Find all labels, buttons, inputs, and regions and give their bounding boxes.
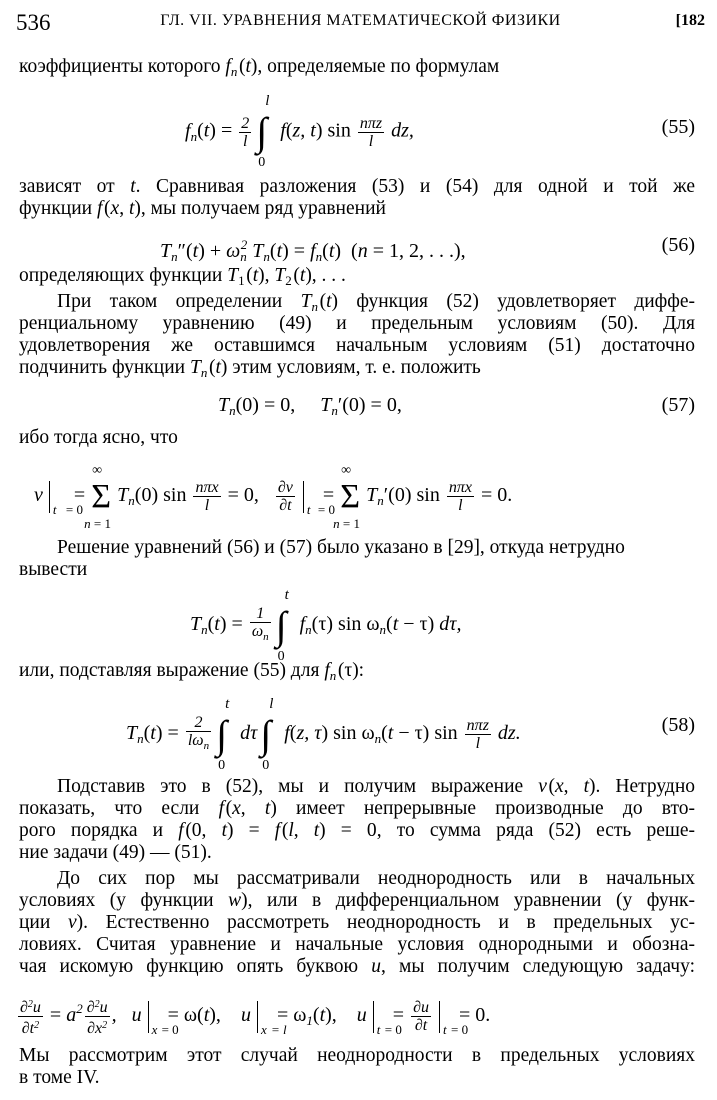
formula-57: $T_n(0) = 0$, $T_n'(0) = 0$,	[218, 394, 402, 418]
paragraph-line: условиях (у функции w), или в дифференциальном уравнении (у функ-	[19, 890, 696, 911]
running-header	[16, 10, 705, 44]
equation-number-57: (57)	[661, 394, 695, 416]
paragraph-line: Подставив это в (52), мы и получим выражение v (x, t). Нетрудно	[57, 776, 696, 797]
paragraph-line: чая искомую функцию опять буквою u, мы получим следующую задачу:	[19, 956, 696, 977]
formula-boundary-problem: $\frac{\partial^2u}{\partial t^2}$ = $a^2$ $\frac{\partial^2u}{\partial x^2}$ , u x = 0 = ω(t), u x = l = $\omega_1(t)$, u t = 0 = $\frac{\partial u}{\partial t}$ t = 0 = 0.	[16, 996, 490, 1037]
paragraph-line: ции v). Естественно рассмотреть неоднородность и в предельных ус-	[19, 912, 696, 933]
paragraph-line: функции f (x, t), мы получаем ряд уравнений	[19, 198, 386, 219]
formula-series-conditions: v t = 0 = Σ ∞ n = 1 $T_n(0)$ sin $\frac{\text{nπx}}{l}$ = 0, $\frac{\partial v}{\partial t}$ t = 0 = Σ ∞ n = 1 $T_n'(0)$ sin $\frac{\text{nπx}}{l}$ = 0.	[34, 462, 513, 531]
paragraph-line: коэффициенты которого $f_n$ (t), определяемые по формулам	[19, 56, 500, 79]
equation-number-56: (56)	[661, 234, 695, 256]
paragraph-line: показать, что если f (x, t) имеет непрерывные производные до вто-	[19, 798, 696, 819]
paragraph-line: ловиях. Считая уравнение и начальные условия однородными и обозна-	[19, 934, 695, 955]
equation-number-55: (55)	[661, 116, 695, 138]
equation-number-58: (58)	[661, 714, 695, 736]
formula-58: $T_n(t)$ = $\frac{2}{l\omega_n}$ ∫ t 0 dτ∫ l 0 f(z, τ) $\sin \omega_n(t - \tau)$ sin $\frac{\text{nπz}}{l}$ dz.	[126, 695, 521, 773]
paragraph-line: определяющих функции $T_1$ (t), $T_2$ (t), . . .	[19, 265, 346, 288]
paragraph-line: Мы рассмотрим этот случай неоднородности в предельных условиях	[19, 1045, 695, 1066]
formula-56: $T_n''(t) + \omega_n^2$ $T_n(t) = f_n(t) (n = 1$, 2, . . .),	[160, 237, 466, 264]
paragraph-line: ренциальному уравнению (49) и предельным условиям (50). Для	[19, 313, 695, 334]
section-number: [182	[675, 12, 705, 29]
page-number: 536	[16, 10, 51, 35]
paragraph-line: ибо тогда ясно, что	[19, 427, 178, 448]
paragraph-line: рого порядка и f (0, t) = f (l, t) = 0, то сумма ряда (52) есть реше-	[19, 820, 696, 841]
paragraph-line: в томе IV.	[19, 1067, 100, 1088]
paragraph-line: При таком определении $T_n$ (t) функция (52) удовлетворяет диффе-	[57, 291, 695, 314]
running-title: ГЛ. VII. УРАВНЕНИЯ МАТЕМАТИЧЕСКОЙ ФИЗИКИ	[160, 12, 561, 29]
paragraph-line: До сих пор мы рассматривали неоднородность или в начальных	[57, 868, 695, 889]
paragraph-line: Решение уравнений (56) и (57) было указано в [29], откуда нетрудно	[57, 537, 625, 558]
paragraph-line: подчинить функции $T_n$ (t) этим условиям, т. е. положить	[19, 357, 481, 380]
paragraph-line: зависят от t. Сравнивая разложения (53) и (54) для одной и той же	[19, 176, 695, 197]
paragraph-line: удовлетворения же оставшимся начальным условиям (51) достаточно	[19, 335, 695, 356]
paragraph-line: или, подставляя выражение (55) для $f_n$ (τ):	[19, 660, 365, 683]
paragraph-line: ние задачи (49) — (51).	[19, 842, 212, 863]
formula-55: $f_n(t)$ = $\frac{2}{l}$ ∫ l 0 f(z, t) sin $\frac{\text{nπz}}{l}$ dz,	[185, 93, 414, 170]
paragraph-line: вывести	[19, 559, 88, 580]
formula-solution: $T_n(t)$ = $\frac{1}{\omega_n}$ ∫ t 0 $f_n(\tau)$ $\sin \omega_n(t - \tau)$ dτ,	[190, 586, 462, 664]
